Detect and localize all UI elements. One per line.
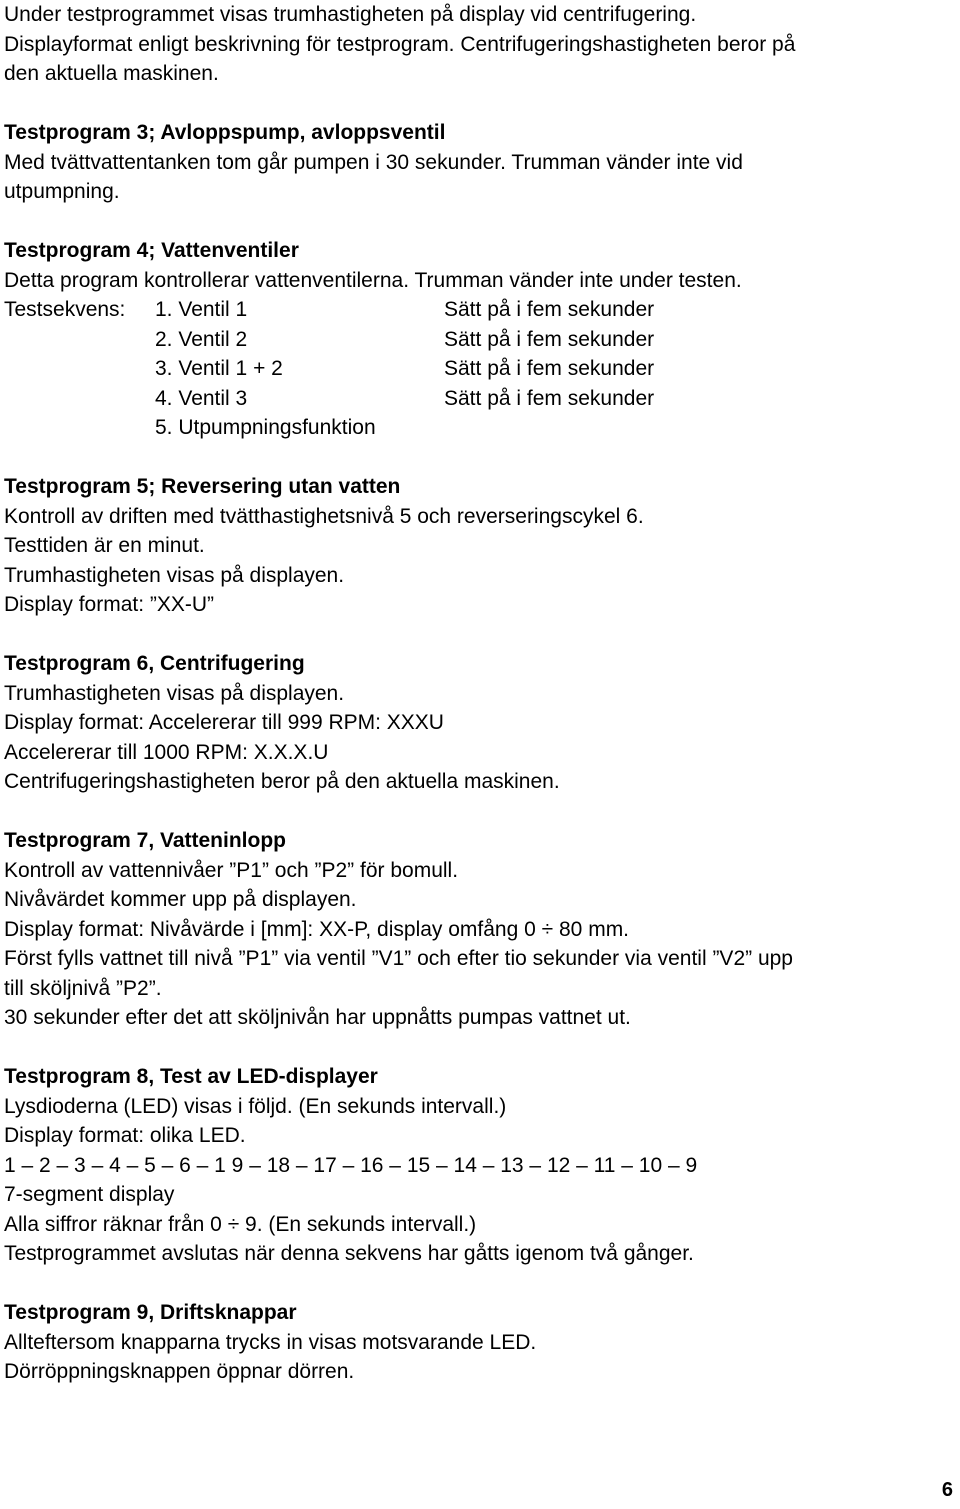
program5-section xyxy=(4,472,954,620)
sequence-step: 4. Ventil 3 xyxy=(155,386,248,410)
section-line: Detta program kontrollerar vattenventilerna. Trumman vänder inte under testen. xyxy=(4,268,742,292)
section-line: Trumhastigheten visas på displayen. xyxy=(4,563,345,587)
section-line: Accelererar till 1000 RPM: X.X.X.U xyxy=(4,740,329,764)
section-line: Lysdioderna (LED) visas i följd. (En sekunds intervall.) xyxy=(4,1094,507,1118)
section-line: Display format: olika LED. xyxy=(4,1124,246,1147)
section-line: Centrifugeringshastigheten beror på den aktuella maskinen. xyxy=(4,770,560,793)
intro-line: den aktuella maskinen. xyxy=(4,62,219,85)
section-line: utpumpning. xyxy=(4,180,120,203)
intro-section xyxy=(4,0,954,89)
sequence-action: Sätt på i fem sekunder xyxy=(444,386,655,410)
section-line: Testprogrammet avslutas när denna sekvens har gåtts igenom två gånger. xyxy=(4,1242,694,1265)
section-line: Först fylls vattnet till nivå ”P1” via ventil ”V1” och efter tio sekunder via ventil ”V2” upp xyxy=(4,947,793,970)
section-line: Alla siffror räknar från 0 ÷ 9. (En sekunds intervall.) xyxy=(4,1212,477,1236)
section-line: Display format: Accelererar till 999 RPM: XXXU xyxy=(4,711,444,734)
section-heading: Testprogram 5; Reversering utan vatten xyxy=(4,475,401,498)
sequence-action: Sätt på i fem sekunder xyxy=(444,357,655,380)
section-line: Testtiden är en minut. xyxy=(4,534,205,557)
sequence-action: Sätt på i fem sekunder xyxy=(444,298,655,321)
sequence-row xyxy=(4,295,954,325)
sequence-step: 1. Ventil 1 xyxy=(155,298,248,321)
sequence-label: Testsekvens: xyxy=(4,298,126,321)
intro-line: Displayformat enligt beskrivning för testprogram. Centrifugeringshastigheten beror på xyxy=(4,32,796,56)
program4-section xyxy=(4,236,954,443)
page-number: 6 xyxy=(941,1479,953,1501)
sequence-step: 2. Ventil 2 xyxy=(155,327,248,351)
sequence-step: 3. Ventil 1 + 2 xyxy=(155,357,283,380)
document-body xyxy=(4,0,954,1416)
section-line: Trumhastigheten visas på displayen. xyxy=(4,681,345,705)
section-heading: Testprogram 8, Test av LED-displayer xyxy=(4,1065,378,1088)
section-line: 7-segment display xyxy=(4,1183,175,1206)
sequence-step: 5. Utpumpningsfunktion xyxy=(155,416,376,439)
section-heading: Testprogram 9, Driftsknappar xyxy=(4,1301,297,1324)
program6-section xyxy=(4,649,954,797)
intro-line: Under testprogrammet visas trumhastigheten på display vid centrifugering. xyxy=(4,3,697,26)
section-line: Kontroll av driften med tvätthastighetsnivå 5 och reverseringscykel 6. xyxy=(4,504,644,528)
program7-section xyxy=(4,826,954,1033)
sequence-row xyxy=(4,354,954,384)
section-heading: Testprogram 4; Vattenventiler xyxy=(4,239,299,262)
section-line: Med tvättvattentanken tom går pumpen i 30 sekunder. Trumman vänder inte vid xyxy=(4,150,743,174)
sequence-row xyxy=(4,325,954,355)
section-heading: Testprogram 3; Avloppspump, avloppsventil xyxy=(4,121,446,144)
section-line: till sköljnivå ”P2”. xyxy=(4,976,162,1000)
sequence-row xyxy=(4,413,954,443)
section-line: Allteftersom knapparna trycks in visas motsvarande LED. xyxy=(4,1330,537,1354)
program3-section xyxy=(4,118,954,207)
sequence-action: Sätt på i fem sekunder xyxy=(444,327,655,351)
sequence-row xyxy=(4,384,954,414)
section-line: Nivåvärdet kommer upp på displayen. xyxy=(4,888,357,911)
section-line: Kontroll av vattennivåer ”P1” och ”P2” för bomull. xyxy=(4,858,459,882)
section-line: Dörröppningsknappen öppnar dörren. xyxy=(4,1360,355,1383)
section-line: Display format: ”XX-U” xyxy=(4,593,215,616)
section-line: 1 – 2 – 3 – 4 – 5 – 6 – 1 9 – 18 – 17 – 16 – 15 – 14 – 13 – 12 – 11 – 10 – 9 xyxy=(4,1153,698,1177)
section-line: Display format: Nivåvärde i [mm]: XX-P, display omfång 0 ÷ 80 mm. xyxy=(4,917,630,941)
section-line: 30 sekunder efter det att sköljnivån har uppnåtts pumpas vattnet ut. xyxy=(4,1006,631,1029)
program8-section xyxy=(4,1062,954,1269)
program9-section xyxy=(4,1298,954,1387)
section-heading: Testprogram 6, Centrifugering xyxy=(4,652,305,675)
section-heading: Testprogram 7, Vatteninlopp xyxy=(4,829,286,852)
